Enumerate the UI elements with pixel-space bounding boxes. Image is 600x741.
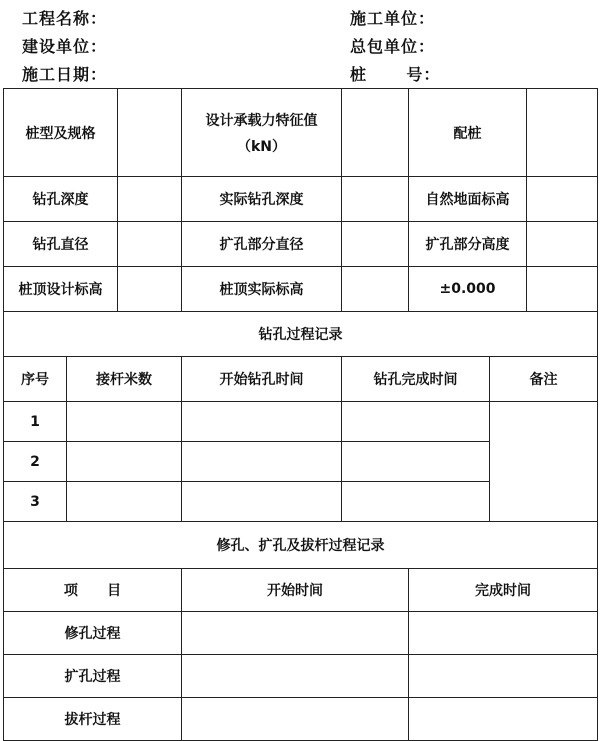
drilling-row-3-finish-time[interactable] <box>342 482 490 522</box>
project-name-label: 工程名称： <box>22 9 108 28</box>
developer-unit-label: 建设单位： <box>22 37 108 56</box>
design-bearing-label-line1: 设计承载力特征值 <box>205 112 318 129</box>
repair-record-title: 修孔、扩孔及拔杆过程记录 <box>4 522 598 569</box>
reaming-height-value[interactable] <box>527 222 598 267</box>
ground-elevation-label: 自然地面标高 <box>409 177 527 222</box>
drilling-row-1-rod-length[interactable] <box>67 402 182 442</box>
drill-diameter-value[interactable] <box>118 222 182 267</box>
pile-type-spec-value[interactable] <box>118 89 182 177</box>
design-bearing-value[interactable] <box>342 89 409 177</box>
reaming-row-label: 扩孔过程 <box>4 655 182 698</box>
pile-match-value[interactable] <box>527 89 598 177</box>
drilling-col-seq: 序号 <box>4 357 67 402</box>
drill-depth-value[interactable] <box>118 177 182 222</box>
drilling-col-start-time: 开始钻孔时间 <box>182 357 342 402</box>
drilling-row-1-finish-time[interactable] <box>342 402 490 442</box>
reaming-row-finish-time[interactable] <box>409 655 598 698</box>
rod-pulling-row-finish-time[interactable] <box>409 698 598 741</box>
zero-level-value[interactable] <box>527 267 598 312</box>
drilling-row-2-start-time[interactable] <box>182 442 342 482</box>
construction-unit-label: 施工单位： <box>350 9 436 28</box>
repair-row-label: 修孔过程 <box>4 612 182 655</box>
repair-col-start-time: 开始时间 <box>182 569 409 612</box>
rod-pulling-row-label: 拔杆过程 <box>4 698 182 741</box>
drill-depth-label: 钻孔深度 <box>4 177 118 222</box>
pile-match-label: 配桩 <box>409 89 527 177</box>
reaming-diameter-label: 扩孔部分直径 <box>182 222 342 267</box>
construction-date-label: 施工日期： <box>22 65 108 84</box>
actual-drill-depth-value[interactable] <box>342 177 409 222</box>
drilling-row-1-seq: 1 <box>4 402 67 442</box>
repair-col-finish-time: 完成时间 <box>409 569 598 612</box>
reaming-row-start-time[interactable] <box>182 655 409 698</box>
drilling-row-2-rod-length[interactable] <box>67 442 182 482</box>
drilling-col-remark: 备注 <box>490 357 598 402</box>
drilling-remark-cell[interactable] <box>490 402 598 522</box>
pile-number-label: 桩 号： <box>350 65 441 84</box>
design-bearing-label <box>182 89 342 177</box>
pile-top-design-elev-label: 桩顶设计标高 <box>4 267 118 312</box>
pile-record-form <box>3 88 598 741</box>
zero-level-label: ±0.000 <box>409 267 527 312</box>
drilling-record-title: 钻孔过程记录 <box>4 312 598 357</box>
drilling-row-3-seq: 3 <box>4 482 67 522</box>
actual-drill-depth-label: 实际钻孔深度 <box>182 177 342 222</box>
repair-row-start-time[interactable] <box>182 612 409 655</box>
reaming-height-label: 扩孔部分高度 <box>409 222 527 267</box>
pile-top-actual-elev-value[interactable] <box>342 267 409 312</box>
reaming-diameter-value[interactable] <box>342 222 409 267</box>
drill-diameter-label: 钻孔直径 <box>4 222 118 267</box>
pile-top-design-elev-value[interactable] <box>118 267 182 312</box>
drilling-row-2-finish-time[interactable] <box>342 442 490 482</box>
repair-row-finish-time[interactable] <box>409 612 598 655</box>
drilling-col-rod-length: 接杆米数 <box>67 357 182 402</box>
drilling-row-3-start-time[interactable] <box>182 482 342 522</box>
repair-col-item: 项 目 <box>4 569 182 612</box>
design-bearing-label-line2: （kN） <box>236 138 287 155</box>
drilling-row-3-rod-length[interactable] <box>67 482 182 522</box>
drilling-col-finish-time: 钻孔完成时间 <box>342 357 490 402</box>
pile-top-actual-elev-label: 桩顶实际标高 <box>182 267 342 312</box>
drilling-row-2-seq: 2 <box>4 442 67 482</box>
drilling-row-1-start-time[interactable] <box>182 402 342 442</box>
pile-type-spec-label: 桩型及规格 <box>4 89 118 177</box>
rod-pulling-row-start-time[interactable] <box>182 698 409 741</box>
general-contractor-label: 总包单位： <box>350 37 436 56</box>
ground-elevation-value[interactable] <box>527 177 598 222</box>
